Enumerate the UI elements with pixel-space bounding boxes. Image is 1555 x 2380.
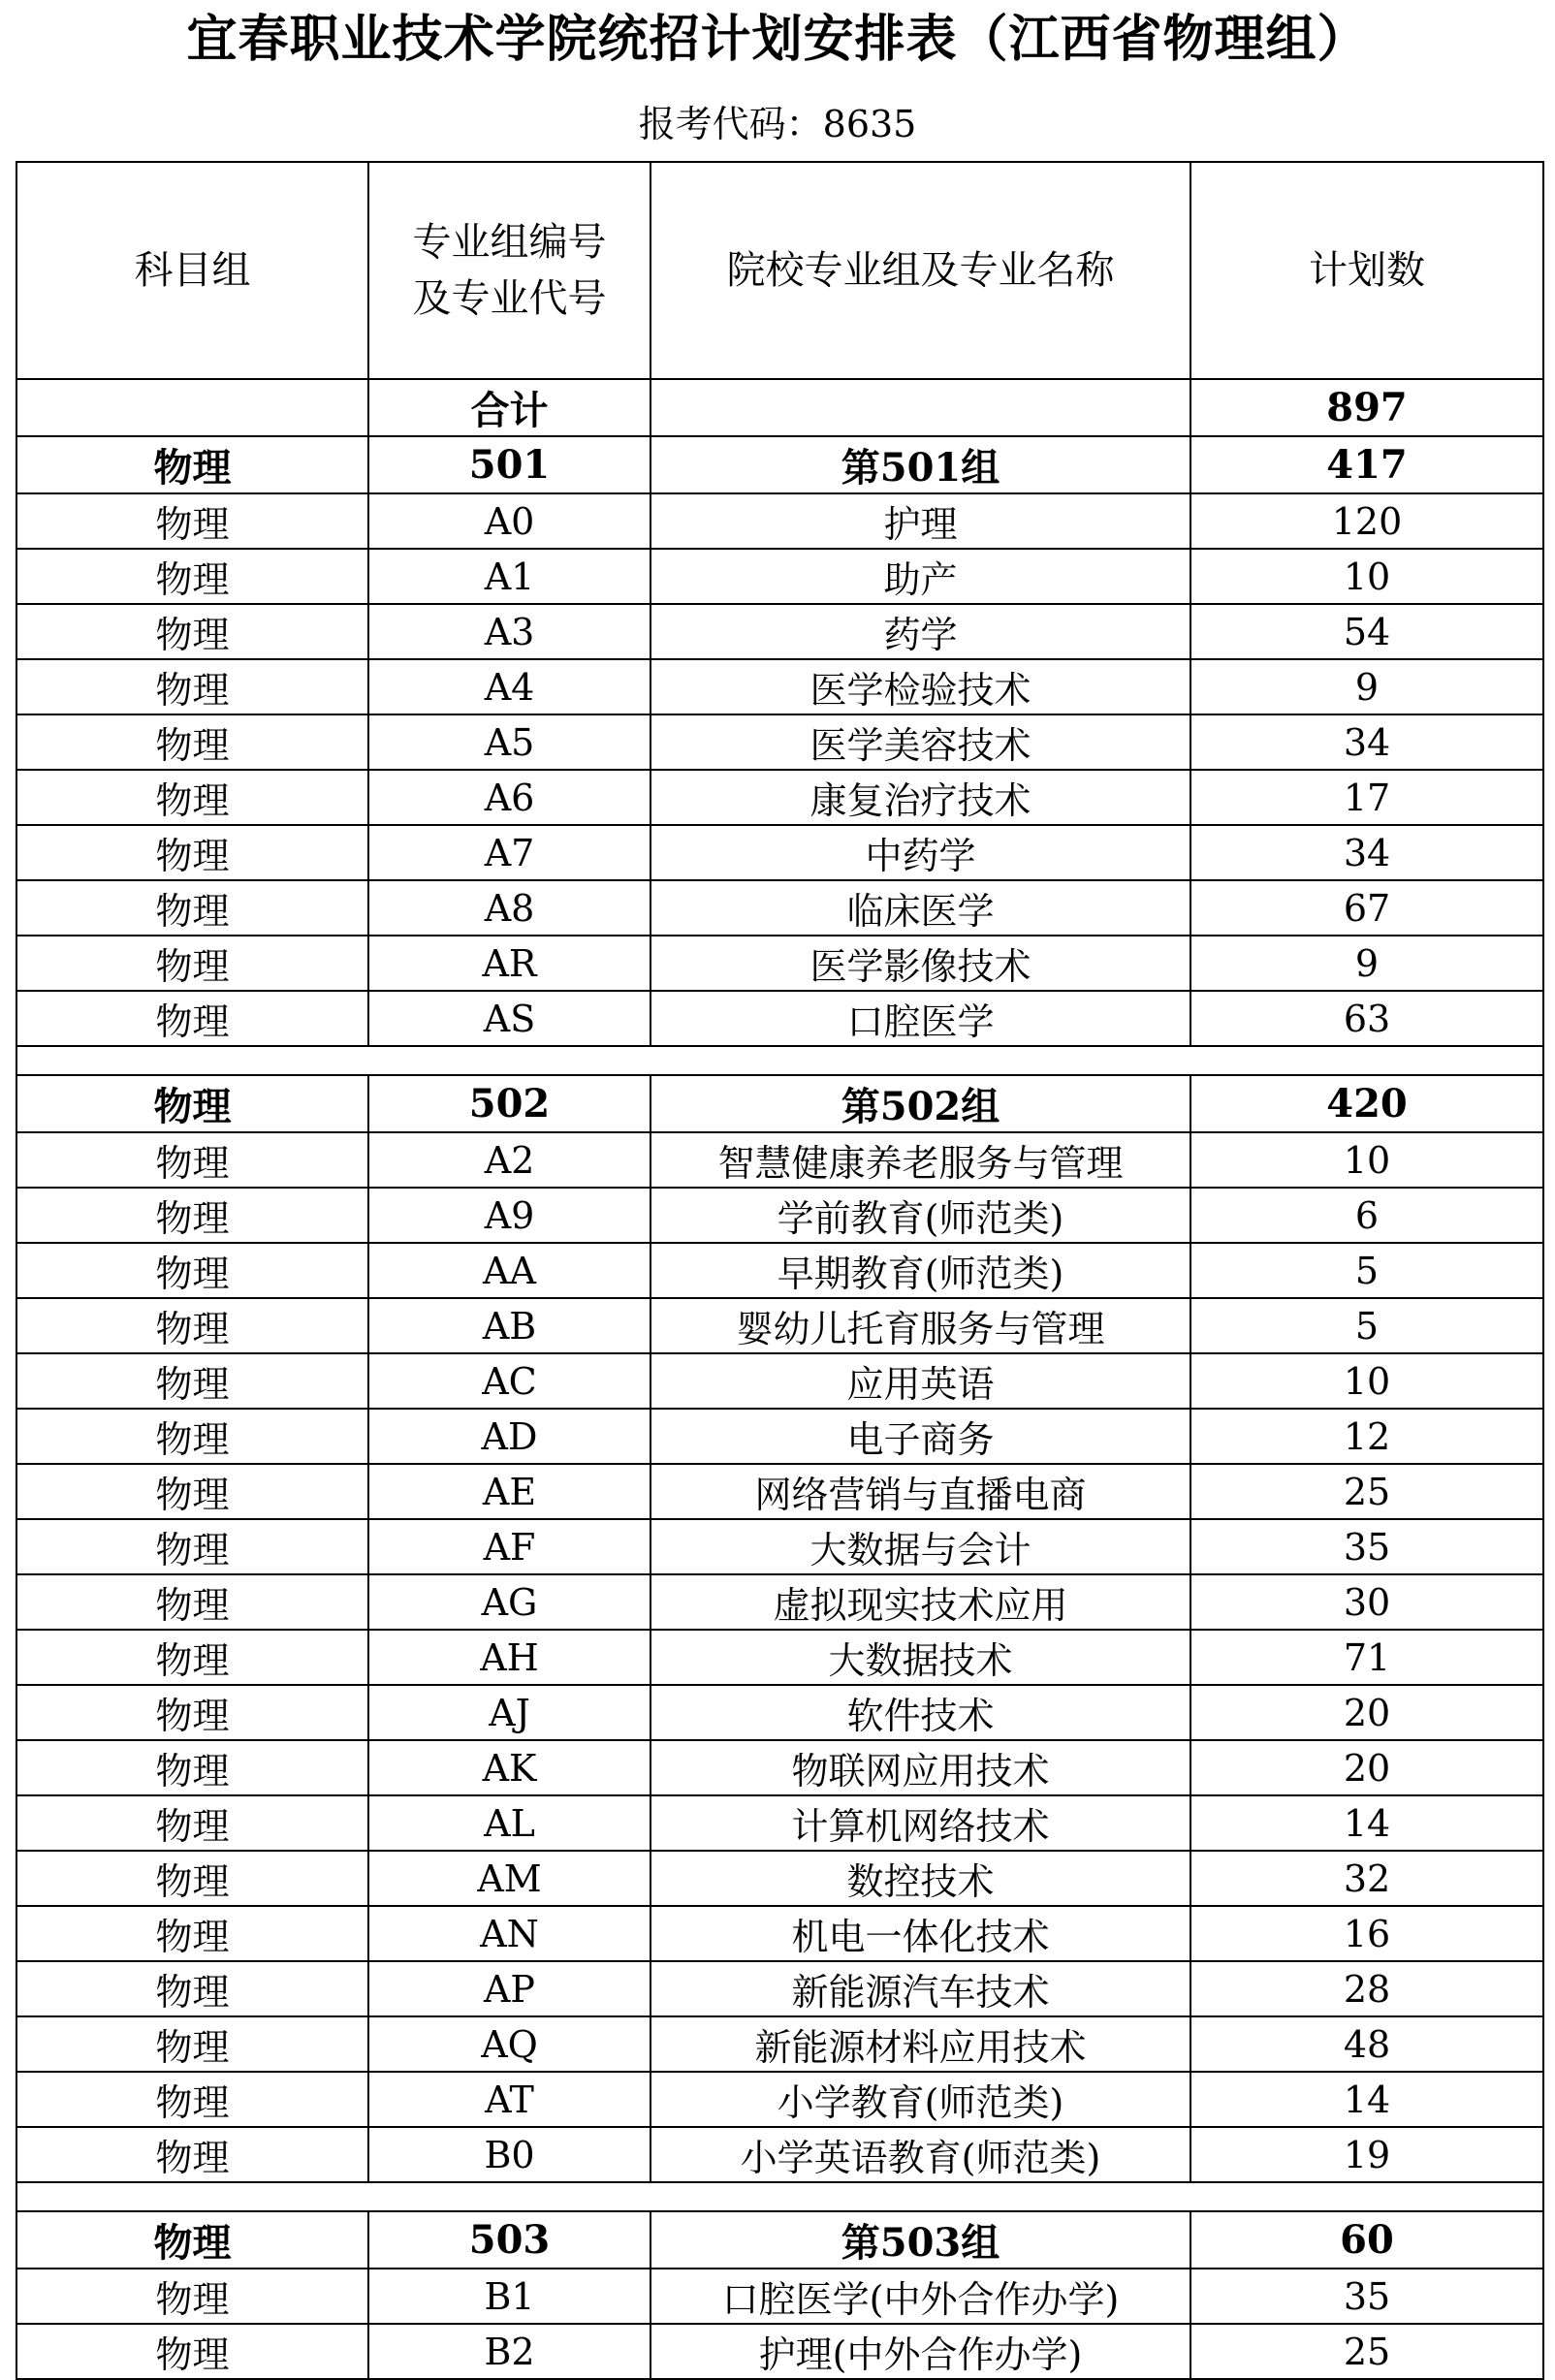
header-subject: 科目组 [16,162,368,379]
table-row [16,2269,1543,2324]
table-row [16,549,1543,604]
table-row [16,2127,1543,2182]
table-row-plan: 5 [1190,1298,1543,1353]
spacer-row [16,2182,1543,2211]
table-row [16,604,1543,659]
table-row-subject: 物理 [16,549,368,604]
table-row-plan: 34 [1190,825,1543,880]
table-row [16,1630,1543,1685]
table-row-subject: 物理 [16,493,368,549]
table-row-plan: 10 [1190,549,1543,604]
table-row-name: 大数据与会计 [651,1519,1190,1574]
table-row-subject: 物理 [16,2072,368,2127]
table-row-name: 护理 [651,493,1190,549]
table-row-code: A0 [368,493,651,549]
group-row [16,436,1543,493]
table-row-plan: 35 [1190,1519,1543,1574]
group-row-subject: 物理 [16,436,368,493]
spacer-cell [16,1046,1543,1075]
table-row [16,1464,1543,1519]
header-group-code [368,162,651,379]
table-row-code: AM [368,1851,651,1906]
table-row-name: 中药学 [651,825,1190,880]
table-row-name: 计算机网络技术 [651,1795,1190,1851]
group-row-name: 第501组 [651,436,1190,493]
header-row [16,162,1543,379]
table-row-subject: 物理 [16,2127,368,2182]
table-row-code: AP [368,1961,651,2016]
table-row-subject: 物理 [16,1519,368,1574]
table-row-subject: 物理 [16,1188,368,1243]
table-row-subject: 物理 [16,1851,368,1906]
table-row [16,1132,1543,1188]
table-row-plan: 14 [1190,1795,1543,1851]
table-row-name: 小学教育(师范类) [651,2072,1190,2127]
header-name: 院校专业组及专业名称 [651,162,1190,379]
table-row-name: 学前教育(师范类) [651,1188,1190,1243]
table-row [16,1519,1543,1574]
table-row-name: 虚拟现实技术应用 [651,1574,1190,1630]
table-row-code: AJ [368,1685,651,1740]
table-row-code: A9 [368,1188,651,1243]
table-row-code: AD [368,1409,651,1464]
table-row-name: 网络营销与直播电商 [651,1464,1190,1519]
table-row-plan: 20 [1190,1685,1543,1740]
table-row-plan: 28 [1190,1961,1543,2016]
table-row-code: A4 [368,659,651,714]
table-row-subject: 物理 [16,936,368,991]
header-group-code-line2: 及专业代号 [412,276,607,321]
table-row-name: 数控技术 [651,1851,1190,1906]
table-row [16,1961,1543,2016]
table-row [16,1574,1543,1630]
table-row-subject: 物理 [16,1961,368,2016]
table-row-code: AR [368,936,651,991]
table-row-name: 婴幼儿托育服务与管理 [651,1298,1190,1353]
table-row [16,2324,1543,2379]
table-row-code: A3 [368,604,651,659]
table-row [16,936,1543,991]
table-row-plan: 10 [1190,1353,1543,1409]
table-row-code: AH [368,1630,651,1685]
table-row [16,1851,1543,1906]
table-row [16,991,1543,1046]
table-row-code: A1 [368,549,651,604]
table-row-plan: 35 [1190,2269,1543,2324]
table-row-subject: 物理 [16,1685,368,1740]
group-row-plan: 417 [1190,436,1543,493]
table-row-plan: 63 [1190,991,1543,1046]
table-row-code: AF [368,1519,651,1574]
table-row-subject: 物理 [16,1243,368,1298]
table-row-code: AB [368,1298,651,1353]
table-row-subject: 物理 [16,2269,368,2324]
table-row [16,1740,1543,1795]
table-row-subject: 物理 [16,880,368,936]
table-row-subject: 物理 [16,1630,368,1685]
group-row-plan: 60 [1190,2211,1543,2269]
table-row-name: 大数据技术 [651,1630,1190,1685]
plan-table [16,161,1544,2380]
table-row-subject: 物理 [16,1132,368,1188]
spacer-cell [16,2182,1543,2211]
table-row-subject: 物理 [16,1464,368,1519]
table-row [16,1243,1543,1298]
table-row-name: 应用英语 [651,1353,1190,1409]
table-row-code: AL [368,1795,651,1851]
table-row-name: 小学英语教育(师范类) [651,2127,1190,2182]
table-row-code: AQ [368,2016,651,2072]
table-row [16,1906,1543,1961]
table-row-name: 口腔医学 [651,991,1190,1046]
table-row-name: 新能源汽车技术 [651,1961,1190,2016]
table-row-plan: 17 [1190,770,1543,825]
table-row-name: 软件技术 [651,1685,1190,1740]
table-row-subject: 物理 [16,1906,368,1961]
table-row-code: AN [368,1906,651,1961]
table-row [16,1188,1543,1243]
table-row [16,1795,1543,1851]
table-row-plan: 6 [1190,1188,1543,1243]
group-row-code: 501 [368,436,651,493]
total-plan: 897 [1190,379,1543,436]
table-row-code: AK [368,1740,651,1795]
table-row-plan: 120 [1190,493,1543,549]
table-row-code: B0 [368,2127,651,2182]
table-row [16,2016,1543,2072]
table-row-subject: 物理 [16,604,368,659]
table-row-plan: 20 [1190,1740,1543,1795]
table-row-subject: 物理 [16,714,368,770]
group-row [16,2211,1543,2269]
table-row-code: A2 [368,1132,651,1188]
table-row-name: 电子商务 [651,1409,1190,1464]
table-row [16,1685,1543,1740]
table-row-subject: 物理 [16,1353,368,1409]
table-row-plan: 34 [1190,714,1543,770]
table-row-plan: 54 [1190,604,1543,659]
table-row-code: AT [368,2072,651,2127]
table-row-name: 医学美容技术 [651,714,1190,770]
table-row [16,1298,1543,1353]
table-row-subject: 物理 [16,1574,368,1630]
table-row-plan: 16 [1190,1906,1543,1961]
total-row [16,379,1543,436]
table-row [16,880,1543,936]
group-row-code: 503 [368,2211,651,2269]
group-row-name: 第503组 [651,2211,1190,2269]
table-row-subject: 物理 [16,1740,368,1795]
table-row-code: A7 [368,825,651,880]
table-row-plan: 5 [1190,1243,1543,1298]
table-row-name: 临床医学 [651,880,1190,936]
table-row-subject: 物理 [16,991,368,1046]
table-row [16,1409,1543,1464]
table-row-subject: 物理 [16,770,368,825]
table-row-name: 物联网应用技术 [651,1740,1190,1795]
group-row-subject: 物理 [16,2211,368,2269]
header-group-code-line1: 专业组编号 [412,220,607,265]
table-row [16,493,1543,549]
table-row [16,770,1543,825]
table-row-subject: 物理 [16,825,368,880]
table-row-plan: 67 [1190,880,1543,936]
table-row-code: AS [368,991,651,1046]
table-row-subject: 物理 [16,2324,368,2379]
table-row-code: B2 [368,2324,651,2379]
table-row-plan: 10 [1190,1132,1543,1188]
table-row-subject: 物理 [16,1298,368,1353]
table-row-plan: 9 [1190,936,1543,991]
table-row [16,2072,1543,2127]
table-row-subject: 物理 [16,1409,368,1464]
table-row-name: 新能源材料应用技术 [651,2016,1190,2072]
table-row-subject: 物理 [16,659,368,714]
table-row-code: AC [368,1353,651,1409]
total-name-cell [651,379,1190,436]
table-row-code: AA [368,1243,651,1298]
table-row-name: 医学检验技术 [651,659,1190,714]
document-title: 宜春职业技术学院统招计划安排表（江西省物理组） [186,11,1369,69]
table-row-code: A6 [368,770,651,825]
table-row-subject: 物理 [16,1795,368,1851]
group-row-code: 502 [368,1075,651,1132]
header-plan: 计划数 [1190,162,1543,379]
table-row-name: 康复治疗技术 [651,770,1190,825]
table-row-code: A5 [368,714,651,770]
table-row-name: 口腔医学(中外合作办学) [651,2269,1190,2324]
table-row-plan: 9 [1190,659,1543,714]
table-row [16,1353,1543,1409]
table-row-name: 助产 [651,549,1190,604]
table-row-name: 早期教育(师范类) [651,1243,1190,1298]
group-row [16,1075,1543,1132]
table-row-plan: 25 [1190,2324,1543,2379]
table-row-name: 智慧健康养老服务与管理 [651,1132,1190,1188]
table-row-code: AG [368,1574,651,1630]
total-label: 合计 [368,379,651,436]
spacer-row [16,1046,1543,1075]
table-row-code: B1 [368,2269,651,2324]
table-row-name: 护理(中外合作办学) [651,2324,1190,2379]
table-row-plan: 30 [1190,1574,1543,1630]
plan-table-body [16,162,1543,2379]
table-row-plan: 19 [1190,2127,1543,2182]
table-row-name: 机电一体化技术 [651,1906,1190,1961]
table-row-plan: 71 [1190,1630,1543,1685]
table-row-plan: 32 [1190,1851,1543,1906]
table-row-plan: 25 [1190,1464,1543,1519]
table-row-plan: 14 [1190,2072,1543,2127]
total-subject-cell [16,379,368,436]
group-row-name: 第502组 [651,1075,1190,1132]
table-row-subject: 物理 [16,2016,368,2072]
group-row-subject: 物理 [16,1075,368,1132]
table-row-name: 医学影像技术 [651,936,1190,991]
table-row-name: 药学 [651,604,1190,659]
group-row-plan: 420 [1190,1075,1543,1132]
table-row-plan: 48 [1190,2016,1543,2072]
exam-code: 报考代码：8635 [638,103,917,145]
table-row-code: AE [368,1464,651,1519]
table-row [16,714,1543,770]
table-row [16,825,1543,880]
table-row [16,659,1543,714]
table-row-code: A8 [368,880,651,936]
table-row-plan: 12 [1190,1409,1543,1464]
